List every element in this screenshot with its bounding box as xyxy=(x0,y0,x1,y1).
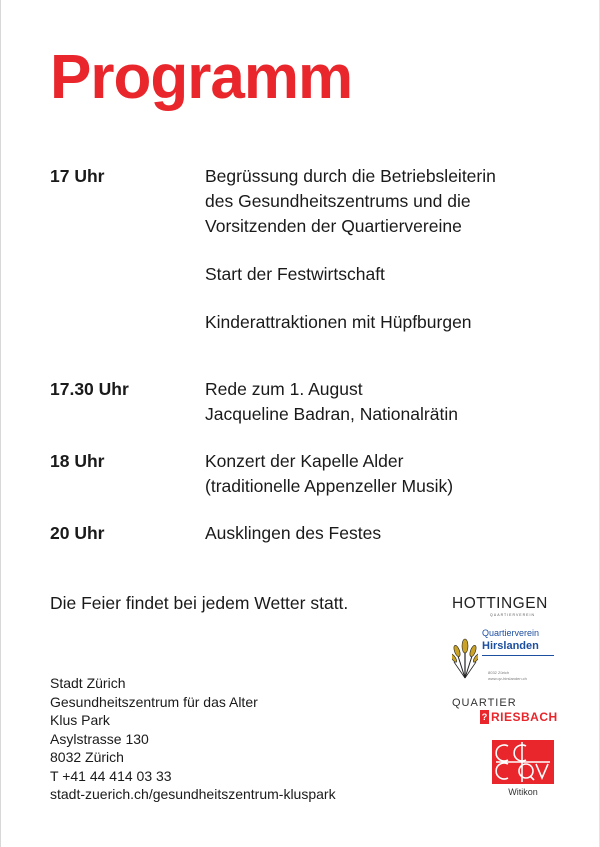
hirslanden-logo xyxy=(452,626,562,686)
schedule-row xyxy=(50,164,570,335)
schedule-row xyxy=(50,377,570,427)
schedule-line: (traditionelle Appenzeller Musik) xyxy=(205,476,454,496)
riesbach-name: RIESBACH xyxy=(491,710,558,724)
schedule-description xyxy=(205,449,453,499)
schedule-line: Ausklingen des Festes xyxy=(205,523,382,543)
address-line: Stadt Zürich xyxy=(50,675,126,691)
riesbach-logo xyxy=(452,697,562,724)
schedule-time: 18 Uhr xyxy=(50,451,105,471)
schedule-line: Start der Festwirtschaft xyxy=(205,264,385,284)
schedule-line: Jacqueline Badran, Nationalrätin xyxy=(205,404,458,424)
schedule-description xyxy=(205,521,381,546)
schedule-line: Rede zum 1. August xyxy=(205,379,363,399)
hirslanden-small-text: 8032 Zürich xyxy=(488,670,510,675)
schedule xyxy=(50,164,570,546)
schedule-line: Vorsitzenden der Quartiervereine xyxy=(205,216,462,236)
weather-note: Die Feier findet bei jedem Wetter statt. xyxy=(50,593,349,613)
page-edge-left xyxy=(0,0,1,847)
hottingen-wordmark: HOTTINGEN xyxy=(452,595,548,612)
wheat-icon xyxy=(452,638,478,680)
page-title: Programm xyxy=(50,43,353,112)
hirslanden-name: Hirslanden xyxy=(482,640,539,652)
witikon-logo xyxy=(492,740,556,798)
address-line: 8032 Zürich xyxy=(50,749,124,765)
hottingen-subline: QUARTIERVEREIN xyxy=(490,613,535,617)
address-line: Asylstrasse 130 xyxy=(50,730,149,747)
schedule-description xyxy=(205,377,458,427)
schedule-time: 20 Uhr xyxy=(50,523,105,543)
hirslanden-small-text: www.qv-hirslanden.ch xyxy=(488,676,527,681)
schedule-description xyxy=(205,164,496,335)
hirslanden-label: Quartierverein xyxy=(482,628,540,638)
schedule-row xyxy=(50,449,570,499)
schedule-time: 17 Uhr xyxy=(50,166,105,186)
website-url: stadt-zuerich.ch/gesundheitszentrum-kluspark xyxy=(50,786,336,802)
riesbach-label: QUARTIER xyxy=(452,697,517,709)
qv-witikon-logo xyxy=(492,740,554,784)
schedule-line: Konzert der Kapelle Alder xyxy=(205,451,404,471)
schedule-line: Kinderattraktionen mit Hüpfburgen xyxy=(205,312,472,332)
riesbach-mark: ? xyxy=(481,712,488,722)
address-line: Gesundheitszentrum für das Alter xyxy=(50,693,258,710)
schedule-time: 17.30 Uhr xyxy=(50,379,129,399)
address-line: Klus Park xyxy=(50,712,110,728)
witikon-caption: Witikon xyxy=(508,787,538,797)
schedule-row xyxy=(50,521,570,546)
schedule-line: des Gesundheitszentrums und die xyxy=(205,191,471,211)
hottingen-logo xyxy=(452,595,562,618)
address-block xyxy=(50,674,336,804)
hirslanden-rule xyxy=(482,655,554,656)
phone-number: T +41 44 414 03 33 xyxy=(50,767,172,784)
schedule-line: Begrüssung durch die Betriebsleiterin xyxy=(205,166,496,186)
